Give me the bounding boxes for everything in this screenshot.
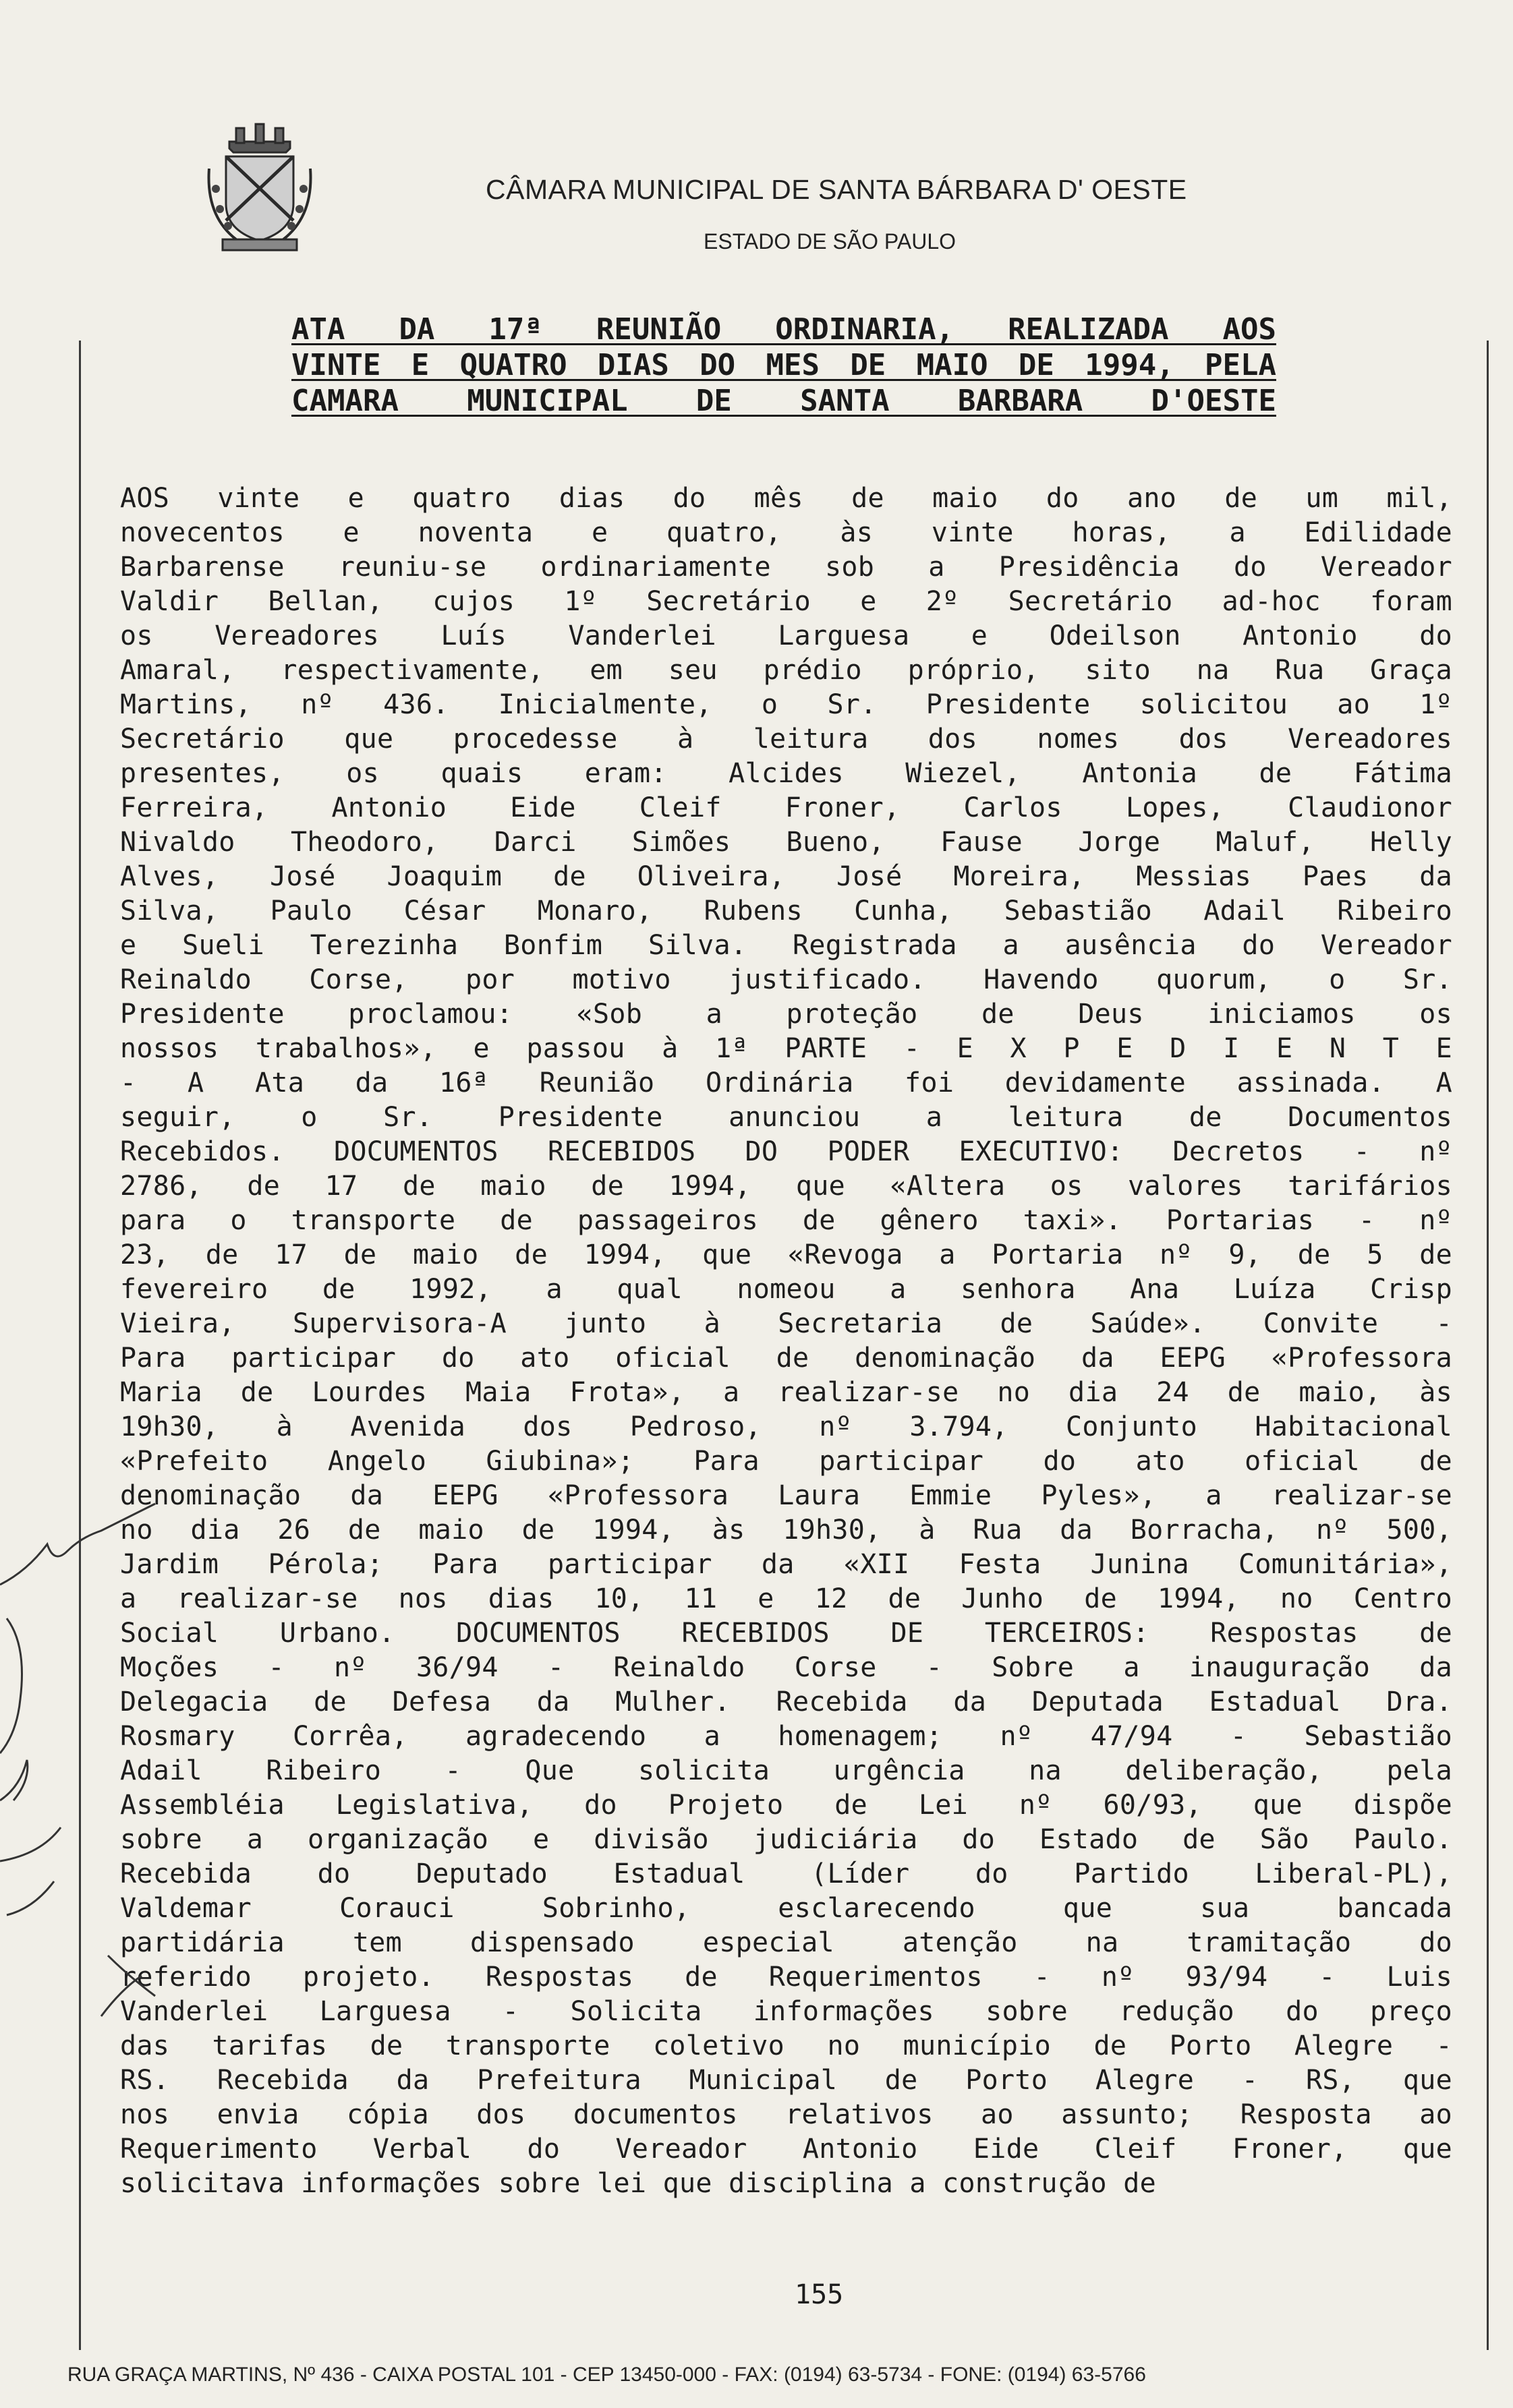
body-line: para o transporte de passageiros de gênero taxi». Portarias - nº bbox=[120, 1205, 1452, 1236]
body-line: Alves, José Joaquim de Oliveira, José Moreira, Messias Paes da bbox=[120, 861, 1452, 892]
body-line: 2786, de 17 de maio de 1994, que «Altera os valores tarifários bbox=[120, 1171, 1452, 1202]
body-line: Requerimento Verbal do Vereador Antonio Eide Cleif Froner, que bbox=[120, 2134, 1452, 2165]
body-line: das tarifas de transporte coletivo no município de Porto Alegre - bbox=[120, 2030, 1452, 2061]
body-line: solicitava informações sobre lei que disciplina a construção de bbox=[120, 2168, 1157, 2199]
institution-subtitle: ESTADO DE SÃO PAULO bbox=[704, 229, 957, 254]
body-line: Amaral, respectivamente, em seu prédio próprio, sito na Rua Graça bbox=[120, 655, 1452, 686]
body-line: Delegacia de Defesa da Mulher. Recebida da Deputada Estadual Dra. bbox=[120, 1686, 1452, 1717]
body-line: Martins, nº 436. Inicialmente, o Sr. Presidente solicitou ao 1º bbox=[120, 689, 1452, 720]
document-title bbox=[291, 312, 1276, 419]
body-line: Barbarense reuniu-se ordinariamente sob a Presidência do Vereador bbox=[120, 552, 1452, 583]
margin-signature-mark bbox=[0, 1484, 162, 2023]
body-line: Moções - nº 36/94 - Reinaldo Corse - Sobre a inauguração da bbox=[120, 1652, 1452, 1683]
body-line: Presidente proclamou: «Sob a proteção de Deus iniciamos os bbox=[120, 999, 1452, 1030]
body-line: - A Ata da 16ª Reunião Ordinária foi devidamente assinada. A bbox=[120, 1067, 1452, 1098]
body-line: Silva, Paulo César Monaro, Rubens Cunha, Sebastião Adail Ribeiro bbox=[120, 895, 1452, 927]
left-margin-rule bbox=[79, 341, 81, 2350]
body-line: no dia 26 de maio de 1994, às 19h30, à Rua da Borracha, nº 500, bbox=[120, 1515, 1452, 1546]
body-line: presentes, os quais eram: Alcides Wiezel, Antonia de Fátima bbox=[120, 758, 1452, 789]
body-line: Ferreira, Antonio Eide Cleif Froner, Carlos Lopes, Claudionor bbox=[120, 792, 1452, 823]
body-line: Rosmary Corrêa, agradecendo a homenagem; nº 47/94 - Sebastião bbox=[120, 1721, 1452, 1752]
body-line: 23, de 17 de maio de 1994, que «Revoga a Portaria nº 9, de 5 de bbox=[120, 1239, 1452, 1270]
body-line: Social Urbano. DOCUMENTOS RECEBIDOS DE TERCEIROS: Respostas de bbox=[120, 1618, 1452, 1649]
body-line: seguir, o Sr. Presidente anunciou a leitura de Documentos bbox=[120, 1102, 1452, 1133]
body-line: Vanderlei Larguesa - Solicita informações sobre redução do preço bbox=[120, 1996, 1452, 2027]
body-line: Adail Ribeiro - Que solicita urgência na deliberação, pela bbox=[120, 1755, 1452, 1786]
title-line: CAMARA MUNICIPAL DE SANTA BARBARA D'OESTE bbox=[291, 384, 1276, 418]
footer-address: RUA GRAÇA MARTINS, Nº 436 - CAIXA POSTAL 101 - CEP 13450-000 - FAX: (0194) 63-5734 - FONE: (0194) 63-5766 bbox=[67, 2363, 1146, 2386]
right-margin-rule bbox=[1487, 341, 1489, 2350]
body-line: Para participar do ato oficial de denominação da EEPG «Professora bbox=[120, 1343, 1452, 1374]
title-line: VINTE E QUATRO DIAS DO MES DE MAIO DE 1994, PELA bbox=[291, 348, 1276, 382]
body-line: Recebida do Deputado Estadual (Líder do Partido Liberal-PL), bbox=[120, 1858, 1452, 1889]
body-line: Vieira, Supervisora-A junto à Secretaria de Saúde». Convite - bbox=[120, 1308, 1452, 1339]
body-line: sobre a organização e divisão judiciária do Estado de São Paulo. bbox=[120, 1824, 1452, 1855]
body-line: Nivaldo Theodoro, Darci Simões Bueno, Fause Jorge Maluf, Helly bbox=[120, 827, 1452, 858]
body-line: a realizar-se nos dias 10, 11 e 12 de Junho de 1994, no Centro bbox=[120, 1583, 1452, 1614]
body-line: novecentos e noventa e quatro, às vinte horas, a Edilidade bbox=[120, 517, 1452, 548]
body-line: «Prefeito Angelo Giubina»; Para participar do ato oficial de bbox=[120, 1446, 1452, 1477]
institution-title: CÂMARA MUNICIPAL DE SANTA BÁRBARA D' OESTE bbox=[486, 174, 1187, 205]
body-line: partidária tem dispensado especial atenção na tramitação do bbox=[120, 1927, 1452, 1958]
body-line: 19h30, à Avenida dos Pedroso, nº 3.794, Conjunto Habitacional bbox=[120, 1411, 1452, 1442]
body-line: AOS vinte e quatro dias do mês de maio do ano de um mil, bbox=[120, 483, 1452, 514]
body-line: denominação da EEPG «Professora Laura Emmie Pyles», a realizar-se bbox=[120, 1480, 1452, 1511]
minutes-body bbox=[120, 481, 1452, 2201]
coat-of-arms-icon bbox=[202, 115, 317, 256]
body-line: RS. Recebida da Prefeitura Municipal de Porto Alegre - RS, que bbox=[120, 2065, 1452, 2096]
body-line: Valdemar Corauci Sobrinho, esclarecendo que sua bancada bbox=[120, 1893, 1452, 1924]
body-line: os Vereadores Luís Vanderlei Larguesa e Odeilson Antonio do bbox=[120, 620, 1452, 651]
body-line: Reinaldo Corse, por motivo justificado. Havendo quorum, o Sr. bbox=[120, 964, 1452, 995]
body-line: nossos trabalhos», e passou à 1ª PARTE - E X P E D I E N T E bbox=[120, 1033, 1452, 1064]
body-line: fevereiro de 1992, a qual nomeou a senhora Ana Luíza Crisp bbox=[120, 1274, 1452, 1305]
body-line: nos envia cópia dos documentos relativos ao assunto; Resposta ao bbox=[120, 2099, 1452, 2130]
body-line: referido projeto. Respostas de Requerimentos - nº 93/94 - Luis bbox=[120, 1962, 1452, 1993]
body-line: Assembléia Legislativa, do Projeto de Lei nº 60/93, que dispõe bbox=[120, 1790, 1452, 1821]
body-line: Valdir Bellan, cujos 1º Secretário e 2º Secretário ad-hoc foram bbox=[120, 586, 1452, 617]
body-line: e Sueli Terezinha Bonfim Silva. Registrada a ausência do Vereador bbox=[120, 930, 1452, 961]
title-line: ATA DA 17ª REUNIÃO ORDINARIA, REALIZADA AOS bbox=[291, 312, 1276, 347]
body-line: Maria de Lourdes Maia Frota», a realizar-se no dia 24 de maio, às bbox=[120, 1377, 1452, 1408]
page-number: 155 bbox=[795, 2279, 844, 2310]
body-line: Recebidos. DOCUMENTOS RECEBIDOS DO PODER EXECUTIVO: Decretos - nº bbox=[120, 1136, 1452, 1167]
body-line: Secretário que procedesse à leitura dos nomes dos Vereadores bbox=[120, 724, 1452, 755]
body-line: Jardim Pérola; Para participar da «XII Festa Junina Comunitária», bbox=[120, 1549, 1452, 1580]
